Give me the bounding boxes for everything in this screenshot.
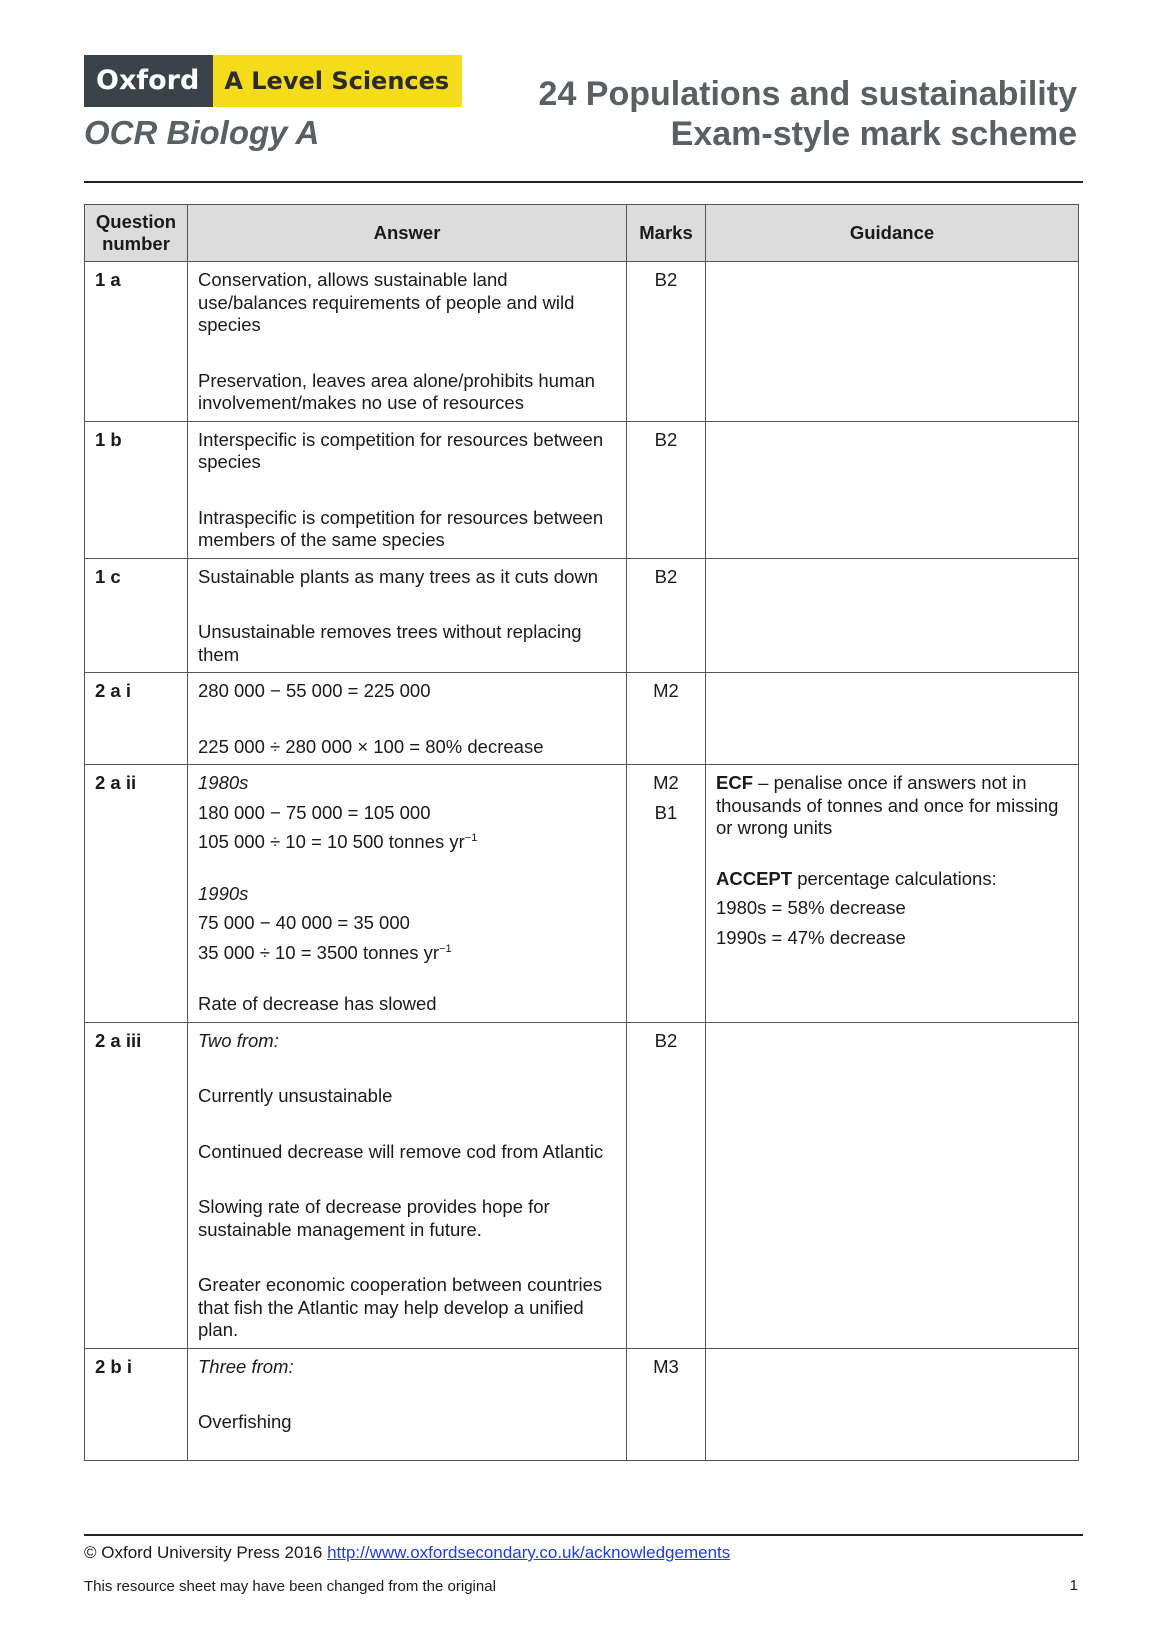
question-number: 2 a i (85, 673, 188, 765)
brand-logo (84, 55, 462, 107)
header-question-line2: number (102, 233, 170, 254)
table-header-row (85, 205, 1079, 262)
question-number: 2 b i (85, 1348, 188, 1460)
guidance-cell (706, 765, 1079, 1023)
copyright-line (84, 1543, 730, 1563)
guidance-cell (706, 1348, 1079, 1460)
answer-text (198, 831, 616, 854)
question-number: 2 a ii (85, 765, 188, 1023)
unit-exponent: −1 (464, 832, 478, 844)
table-row (85, 673, 1079, 765)
guidance-note: percentage calculations: (792, 867, 997, 889)
answer-text: 225 000 ÷ 280 000 × 100 = 80% decrease (198, 735, 544, 757)
document-title (539, 74, 1077, 154)
guidance-note: – penalise once if answers not in thousands of tonnes and once for missing or wrong units (716, 772, 1059, 838)
header-guidance: Guidance (706, 205, 1079, 262)
title-line-2: Exam-style mark scheme (670, 115, 1077, 153)
answer-subheading: 1980s (198, 772, 249, 793)
marks-cell (627, 765, 706, 1023)
page-number: 1 (1069, 1577, 1078, 1594)
answer-text: Preservation, leaves area alone/prohibits human involvement/makes no use of resources (198, 369, 595, 413)
acknowledgements-link[interactable]: http://www.oxfordsecondary.co.uk/acknowledgements (327, 1543, 731, 1562)
marks-cell: M3 (627, 1348, 706, 1460)
guidance-cell (706, 558, 1079, 673)
answer-text: Rate of decrease has slowed (198, 993, 437, 1014)
mark-scheme-table (84, 204, 1079, 1461)
guidance-keyword: ECF (716, 772, 753, 793)
marks-value: B1 (654, 801, 678, 823)
footer-divider (84, 1534, 1083, 1536)
answer-cell (188, 1348, 627, 1460)
marks-cell: B2 (627, 558, 706, 673)
brand-series: A Level Sciences (213, 55, 462, 107)
answer-text: Intraspecific is competition for resources between members of the same species (198, 506, 604, 550)
answer-text: Conservation, allows sustainable land use/balances requirements of people and wild species (198, 269, 575, 335)
guidance-text (716, 868, 1068, 891)
disclaimer-text: This resource sheet may have been changed from the original (84, 1578, 496, 1595)
marks-value: M2 (653, 772, 679, 793)
question-number: 1 b (85, 421, 188, 558)
table-row (85, 1348, 1079, 1460)
marks-cell: B2 (627, 421, 706, 558)
answer-text: Overfishing (198, 1411, 292, 1432)
marks-cell: M2 (627, 673, 706, 765)
answer-cell (188, 558, 627, 673)
answer-text: Interspecific is competition for resources between species (198, 428, 604, 472)
guidance-cell (706, 421, 1079, 558)
header-marks: Marks (627, 205, 706, 262)
unit-exponent: −1 (439, 942, 452, 955)
copyright-text: © Oxford University Press 2016 (84, 1543, 323, 1562)
marks-cell: B2 (627, 1022, 706, 1348)
answer-cell (188, 262, 627, 422)
header-answer: Answer (188, 205, 627, 262)
answer-text: Unsustainable removes trees without replacing them (198, 621, 582, 665)
answer-text: Currently unsustainable (198, 1085, 393, 1106)
brand-oxford: Oxford (84, 55, 213, 107)
header-question-number (85, 205, 188, 262)
answer-subheading: 1990s (198, 882, 249, 904)
course-name: OCR Biology A (84, 114, 320, 151)
table-row (85, 262, 1079, 422)
guidance-cell (706, 673, 1079, 765)
header-question-line1: Question (95, 210, 177, 232)
table-row (85, 421, 1079, 558)
answer-intro: Two from: (198, 1029, 279, 1051)
answer-text: Greater economic cooperation between countries that fish the Atlantic may help develop a unified plan. (198, 1274, 603, 1340)
answer-text: 180 000 − 75 000 = 105 000 (198, 801, 431, 823)
guidance-cell (706, 1022, 1079, 1348)
guidance-text (716, 772, 1068, 840)
question-number: 1 a (85, 262, 188, 422)
answer-calc: 105 000 ÷ 10 = 10 500 tonnes yr (198, 831, 465, 852)
guidance-cell (706, 262, 1079, 422)
answer-text: Sustainable plants as many trees as it cuts down (198, 565, 599, 587)
table-row (85, 765, 1079, 1023)
answer-calc: 35 000 ÷ 10 = 3500 tonnes yr (198, 941, 440, 963)
answer-cell (188, 421, 627, 558)
guidance-keyword: ACCEPT (716, 867, 793, 889)
answer-cell (188, 1022, 627, 1348)
table-row (85, 558, 1079, 673)
answer-text: 280 000 − 55 000 = 225 000 (198, 680, 431, 701)
answer-text: Continued decrease will remove cod from Atlantic (198, 1140, 604, 1162)
question-number: 2 a iii (85, 1022, 188, 1348)
marks-cell: B2 (627, 262, 706, 422)
table-row (85, 1022, 1079, 1348)
answer-text: 75 000 − 40 000 = 35 000 (198, 912, 410, 933)
guidance-text: 1990s = 47% decrease (716, 926, 906, 948)
guidance-text: 1980s = 58% decrease (716, 897, 906, 918)
answer-cell (188, 673, 627, 765)
question-number: 1 c (85, 558, 188, 673)
answer-intro: Three from: (198, 1355, 294, 1377)
title-line-1: 24 Populations and sustainability (538, 75, 1077, 113)
header-divider (84, 181, 1083, 183)
answer-cell (188, 765, 627, 1023)
answer-text: Slowing rate of decrease provides hope for sustainable management in future. (198, 1196, 550, 1240)
answer-text (198, 942, 616, 965)
